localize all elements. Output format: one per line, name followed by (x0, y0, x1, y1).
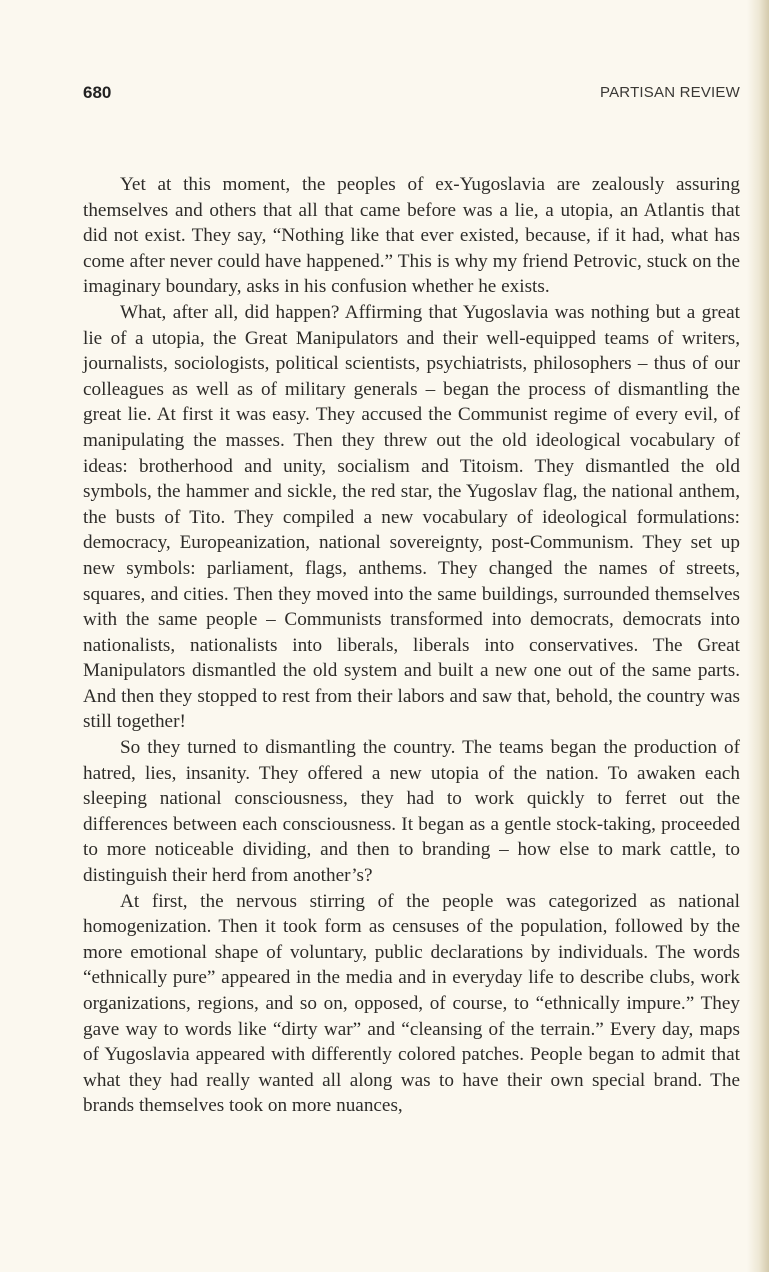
paragraph: So they turned to dismantling the country. The teams began the production of hatred, lies, insanity. They offered a new utopia of the nation. To awaken each sleeping national consciousness, they had to work quickly to ferret out the differences between each consciousness. It began as a gentle stock-taking, proceeded to more noticeable dividing, and then to branding – how else to mark cattle, to distinguish their herd from another’s? (83, 737, 740, 887)
body-text (83, 172, 740, 1119)
paragraph: At first, the nervous stirring of the people was categorized as national homogenization. Then it took form as censuses of the population, followed by the more emotional shape of voluntary, public declarations by individuals. The words “ethnically pure” appeared in the media and in everyday life to describe clubs, work organizations, regions, and so on, opposed, of course, to “ethnically impure.” They gave way to words like “dirty war” and “cleansing of the terrain.” Every day, maps of Yugoslavia appeared with differently colored patches. People began to admit that what they had really wanted all along was to have their own special brand. The brands themselves took on more nuances, (83, 890, 740, 1117)
page-number: 680 (83, 83, 112, 102)
running-head (83, 81, 740, 105)
paragraph: Yet at this moment, the peoples of ex-Yugoslavia are zealously assuring themselves and others that all that came before was a lie, a utopia, an Atlantis that did not exist. They say, “Nothing like that ever existed, because, if it had, what has come after never could have happened.” This is why my friend Petrovic, stuck on the imaginary boundary, asks in his confusion whether he exists. (83, 174, 740, 298)
page-edge-shadow (747, 0, 769, 1272)
journal-title: PARTISAN REVIEW (600, 84, 740, 101)
paragraph: What, after all, did happen? Affirming that Yugoslavia was nothing but a great lie of a utopia, the Great Manipulators and their well-equipped teams of writers, journalists, sociologists, political scientists, psychiatrists, philosophers – thus of our colleagues as well as of military generals – began the process of dismantling the great lie. At first it was easy. They accused the Communist regime of every evil, of manipulating the masses. Then they threw out the old ideological vocabulary of ideas: brotherhood and unity, socialism and Titoism. They dismantled the old symbols, the hammer and sickle, the red star, the Yugoslav flag, the national anthem, the busts of Tito. They compiled a new vocabulary of ideological formulations: democracy, Europeanization, national sovereignty, post-Communism. They set up new symbols: parliament, flags, anthems. They changed the names of streets, squares, and cities. Then they moved into the same buildings, surrounded themselves with the same people – Communists transformed into democrats, democrats into nationalists, nationalists into liberals, liberals into conservatives. The Great Manipulators dismantled the old system and built a new one out of the same parts. And then they stopped to rest from their labors and saw that, behold, the country was still together! (83, 301, 740, 733)
